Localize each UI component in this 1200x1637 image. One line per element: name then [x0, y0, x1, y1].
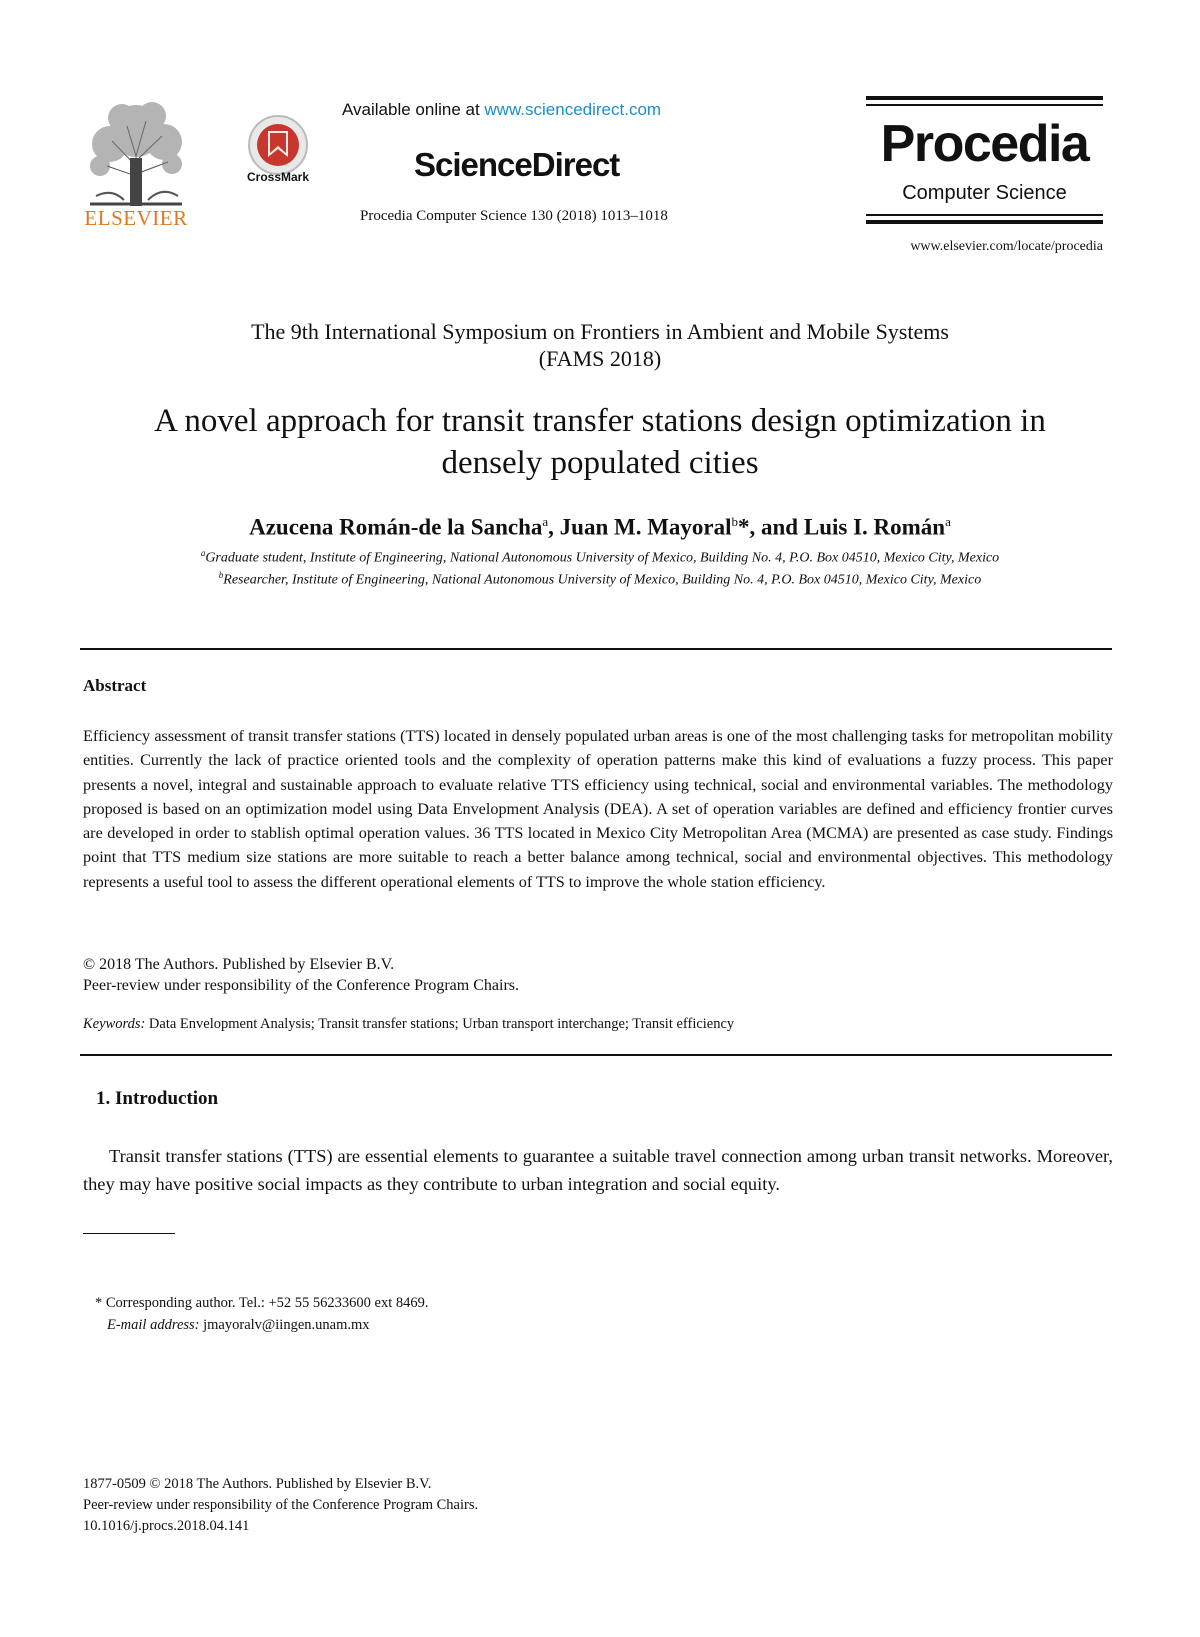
affiliation-mark: a	[542, 514, 549, 529]
elsevier-wordmark: ELSEVIER	[84, 206, 188, 230]
abstract-heading: Abstract	[83, 676, 147, 695]
available-prefix: Available online at	[342, 100, 485, 119]
procedia-rule-bottom-thick	[866, 220, 1103, 224]
corresponding-mark: *	[738, 514, 750, 540]
email-address[interactable]: jmayoralv@iingen.unam.mx	[199, 1317, 370, 1333]
affiliation-mark: a	[945, 514, 951, 529]
peer-review-line: Peer-review under responsibility of the Conference Program Chairs.	[83, 977, 519, 994]
affiliation-mark: b	[218, 570, 224, 580]
symposium-line-2: (FAMS 2018)	[538, 346, 662, 371]
affiliation-b	[0, 570, 1200, 589]
keywords-line	[83, 1016, 734, 1033]
procedia-rule-bottom-thin	[866, 214, 1103, 216]
procedia-title: Procedia	[880, 115, 1089, 173]
divider-bottom	[80, 1054, 1112, 1056]
paper-title	[60, 400, 1140, 484]
paper-title-line-2: densely populated cities	[441, 445, 759, 481]
footnote-rule	[83, 1233, 175, 1234]
introduction-heading: 1. Introduction	[96, 1088, 219, 1109]
keywords-text: Data Envelopment Analysis; Transit transfer stations; Urban transport interchange; Transit efficiency	[145, 1016, 735, 1032]
crossmark-label: CrossMark	[246, 170, 310, 184]
author-separator: , and	[749, 514, 804, 540]
procedia-logo	[866, 96, 1103, 232]
author-separator: ,	[548, 514, 560, 540]
symposium-line-1: The 9th International Symposium on Frontiers in Ambient and Mobile Systems	[251, 319, 949, 344]
author-name: Azucena Román-de la Sancha	[249, 514, 543, 540]
author-name: Juan M. Mayoral	[559, 514, 732, 540]
introduction-body	[83, 1142, 1113, 1198]
issn-line: 1877-0509 © 2018 The Authors. Published by Elsevier B.V.	[83, 1476, 432, 1492]
procedia-rule-top-thick	[866, 96, 1103, 100]
copyright-line: © 2018 The Authors. Published by Elsevier B.V.	[83, 956, 395, 973]
affiliation-text: Researcher, Institute of Engineering, National Autonomous University of Mexico, Building No. 4, P.O. Box 04510, Mexico City, Mexico	[223, 572, 982, 588]
affiliation-text: Graduate student, Institute of Engineering, National Autonomous University of Mexico, Building No. 4, P.O. Box 04510, Mexico City, Mexico	[205, 550, 1000, 566]
sciencedirect-link[interactable]: www.sciencedirect.com	[484, 100, 662, 119]
introduction-text: Transit transfer stations (TTS) are essential elements to guarantee a suitable travel connection among urban transit networks. Moreover, they may have positive social impacts as they contribute to urban integration and social equity.	[83, 1146, 1113, 1194]
available-online-line	[342, 100, 661, 120]
paper-title-line-1: A novel approach for transit transfer stations design optimization in	[154, 403, 1046, 439]
email-line	[95, 1314, 429, 1336]
author-list	[0, 514, 1200, 541]
journal-url[interactable]: www.elsevier.com/locate/procedia	[910, 239, 1103, 254]
doi-line[interactable]: 10.1016/j.procs.2018.04.141	[83, 1518, 250, 1534]
keywords-label: Keywords:	[83, 1016, 146, 1032]
journal-reference: Procedia Computer Science 130 (2018) 1013–1018	[360, 208, 668, 224]
corresponding-author-line: * Corresponding author. Tel.: +52 55 56233600 ext 8469.	[95, 1295, 429, 1311]
corresponding-footnote	[95, 1292, 429, 1336]
abstract-body: Efficiency assessment of transit transfer stations (TTS) located in densely populated urban areas is one of the most challenging tasks for metropolitan mobility entities. Currently the lack of practice oriented tools and the complexity of operation patterns make this kind of evaluations a fuzzy process. This paper presents a novel, integral and sustainable approach to evaluate relative TTS efficiency using technical, social and environmental variables. The methodology proposed is based on an optimization model using Data Envelopment Analysis (DEA). A set of operation variables are defined and efficiency frontier curves are developed in order to stablish optimal operation values. 36 TTS located in Mexico City Metropolitan Area (MCMA) are presented as case study. Findings point that TTS medium size stations are more suitable to reach a better balance among technical, social and environmental objectives. This methodology represents a useful tool to assess the different operational elements of TTS to improve the whole station efficiency.	[83, 727, 1113, 891]
author-name: Luis I. Román	[803, 514, 946, 540]
procedia-subtitle: Computer Science	[902, 182, 1067, 204]
affiliation-mark: b	[731, 514, 739, 529]
affiliation-mark: a	[200, 548, 206, 558]
peer-review-footer-line: Peer-review under responsibility of the Conference Program Chairs.	[83, 1497, 479, 1513]
elsevier-tree-logo	[82, 96, 190, 206]
copyright-block	[83, 954, 519, 996]
sciencedirect-logo: ScienceDirect	[414, 146, 620, 183]
procedia-rule-top-thin	[866, 104, 1103, 106]
publication-info	[83, 1474, 478, 1537]
symposium-name	[0, 318, 1200, 372]
affiliation-a	[0, 548, 1200, 567]
divider-top	[80, 648, 1112, 650]
email-label: E-mail address:	[107, 1317, 200, 1333]
